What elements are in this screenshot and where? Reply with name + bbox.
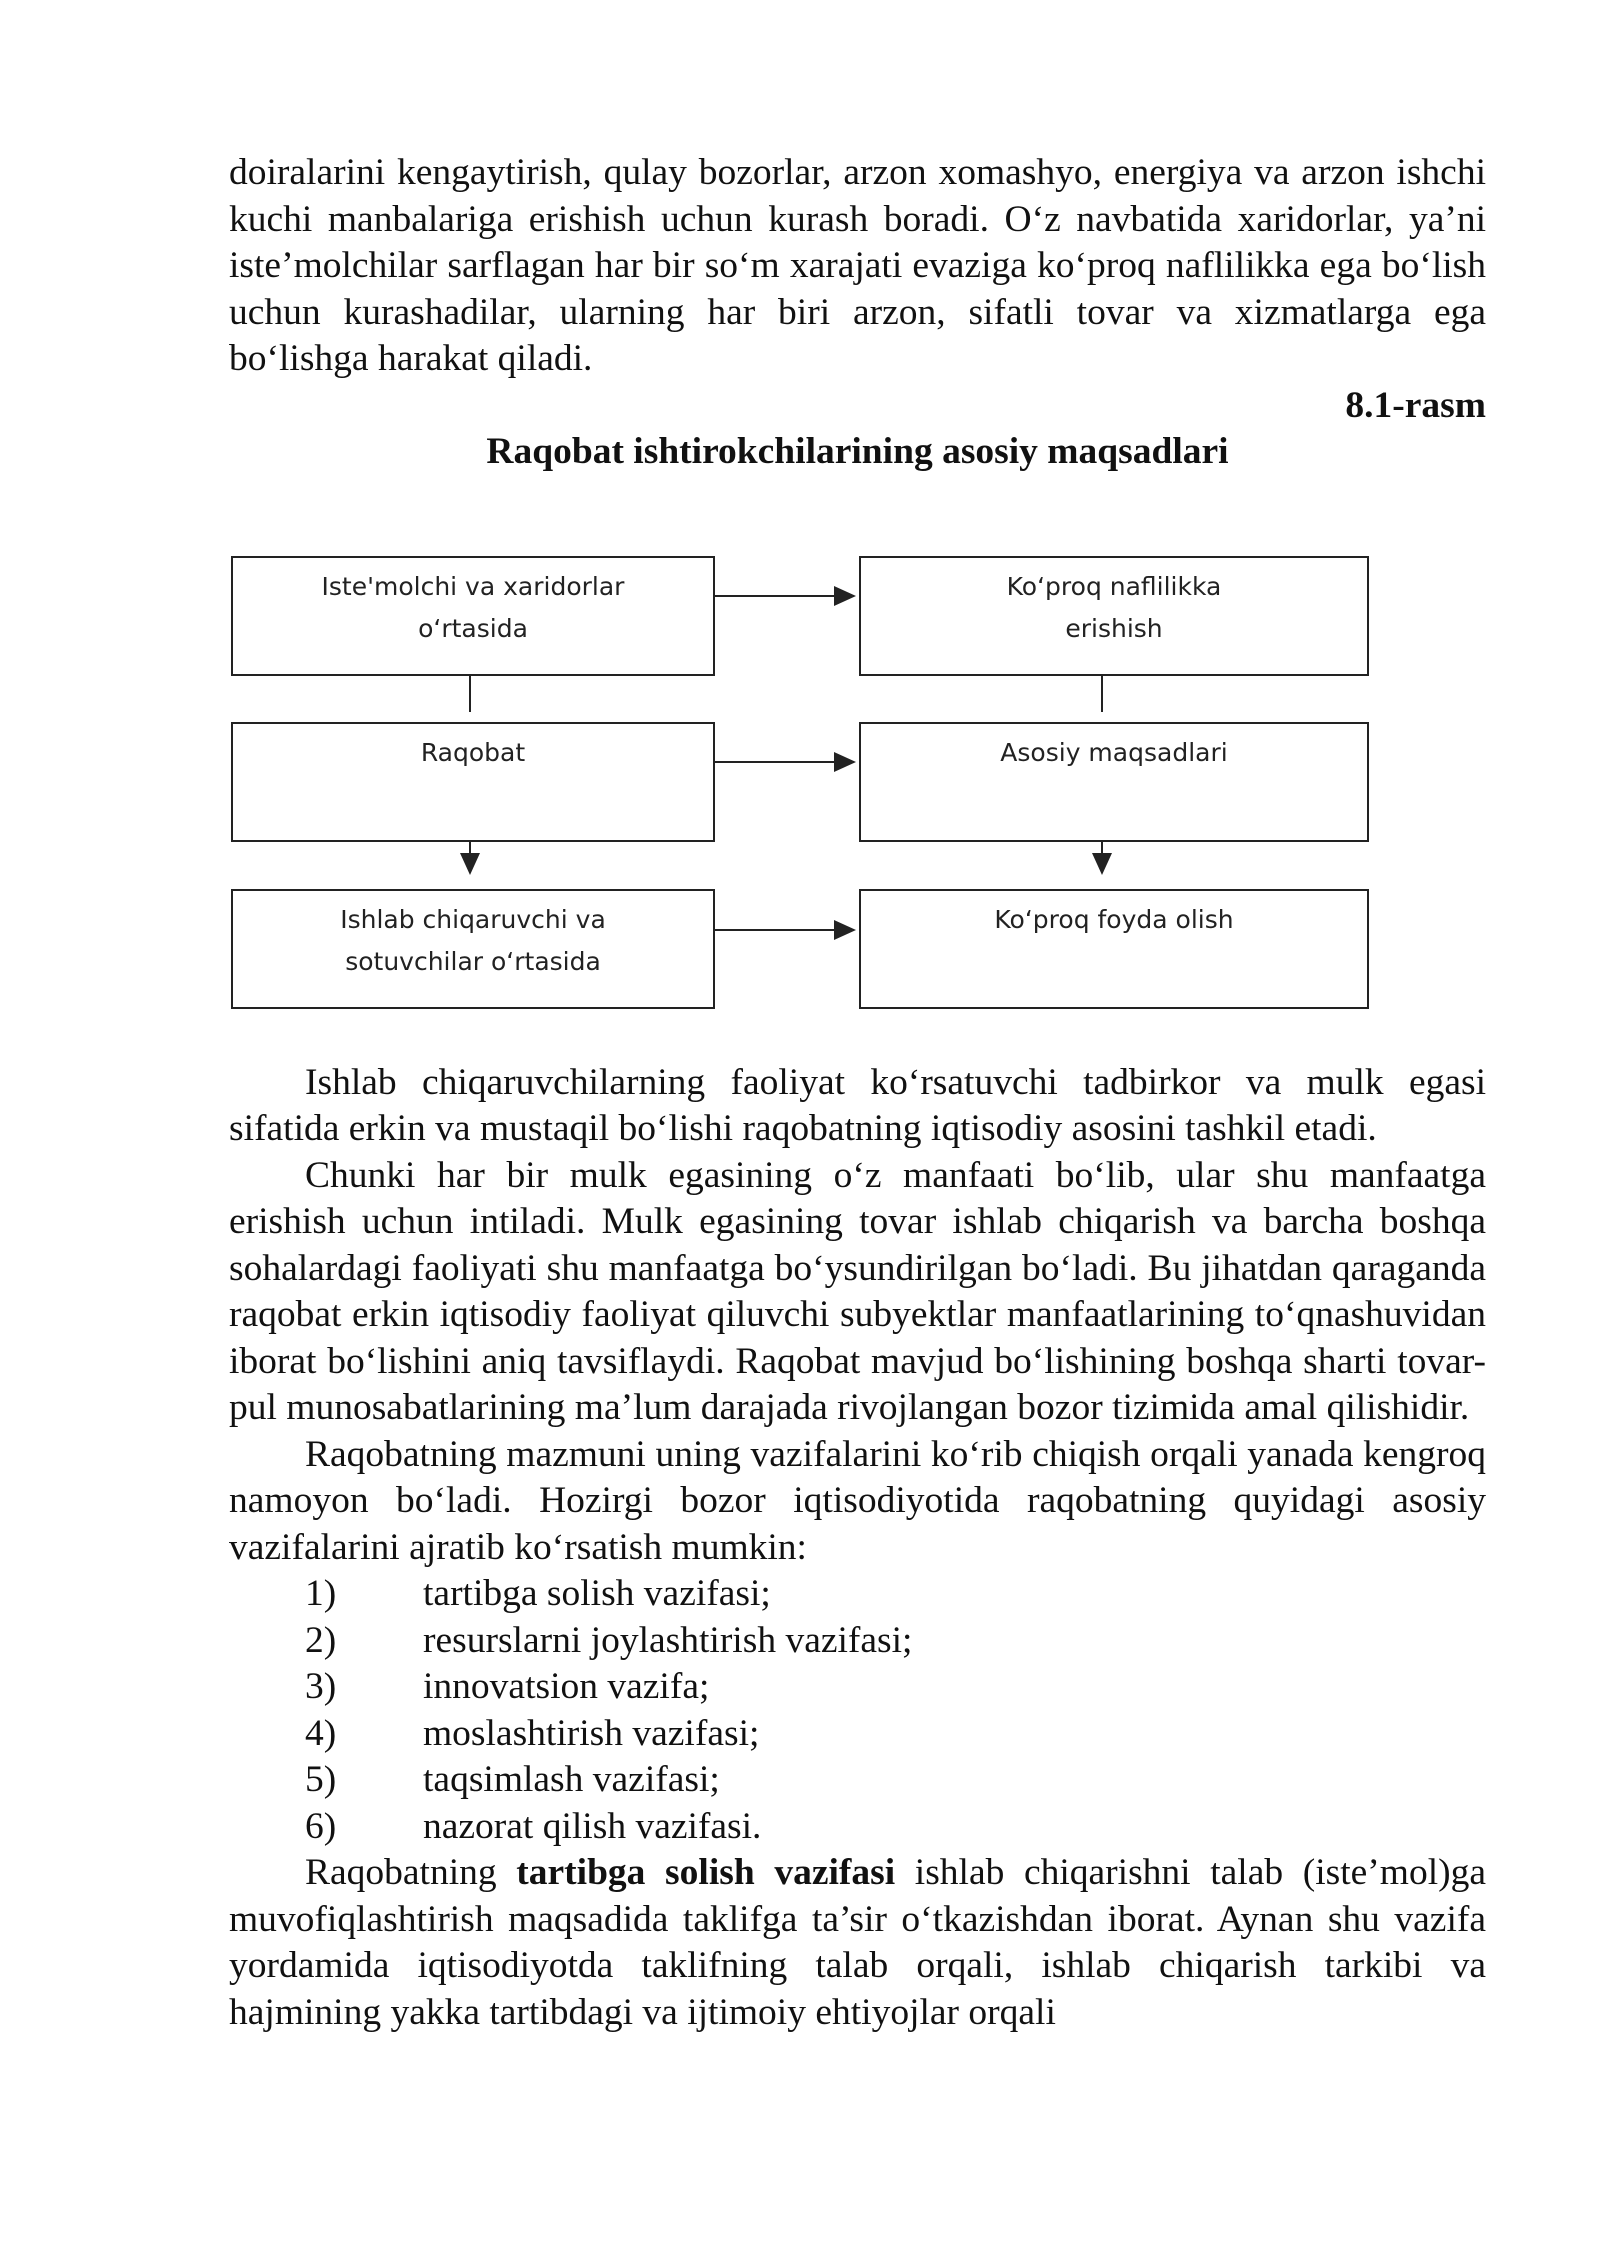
paragraph-intro: doiralarini kengaytirish, qulay bozorlar, arzon xomashyo, energiya va arzon ishchi kuchi manbalariga erishish uchun kurash boradi. O‘z navbatida xaridorlar, ya’ni iste’molchilar sarflagan har bir so‘m xarajati evaziga ko‘proq naflilikka ega bo‘lish uchun kurashadilar, ularning har biri arzon, sifatli tovar va xizmatlarga ega bo‘lishga harakat qiladi. [229,152,1486,379]
box-competition: Raqobat [231,722,715,842]
box-goals: Asosiy maqsadlari [859,722,1369,842]
paragraph-functions-intro: Raqobatning mazmuni uning vazifalarini ko‘rib chiqish orqali yanada kengroq namoyon bo‘ladi. Hozirgi bozor iqtisodiyotida raqobatning quyidagi asosiy vazifalarini ajratib ko‘rsatish mumkin: [229,1433,1486,1568]
paragraph-interest: Chunki har bir mulk egasining o‘z manfaati bo‘lib, ular shu manfaatga erishish uchun intiladi. Mulk egasining tovar ishlab chiqarish va barcha boshqa sohalardagi faoliyati shu manfaatga bo‘ysundirilgan bo‘ladi. Bu jihatdan qaraganda raqobat erkin iqtisodiy faoliyat qiluvchi subyektlar manfaatlarining to‘qnashuvidan iborat bo‘lishini aniq tavsiflaydi. Raqobat mavjud bo‘lishining boshqa sharti tovar-pul munosabatlarining ma’lum darajada rivojlangan bozor tizimida amal qilishidir. [229,1154,1486,1428]
paragraph-basis: Ishlab chiqaruvchilarning faoliyat ko‘rsatuvchi tadbirkor va mulk egasi sifatida erkin va mustaqil bo‘lishi raqobatning iqtisodiy asosini tashkil etadi. [229,1061,1486,1149]
list-item: 4) moslashtirish vazifasi; [305,1712,760,1754]
list-item: 6) nazorat qilish vazifasi. [305,1805,762,1847]
figure-title: Raqobat ishtirokchilarining asosiy maqsadlari [486,431,1229,472]
competition-diagram [229,500,1486,1020]
functions-list [229,1571,1486,1850]
bold-term: tartibga solish vazifasi [516,1852,896,1893]
box-consumers: Iste'molchi va xaridorlar o‘rtasida [231,556,715,676]
list-item: 5) taqsimlash vazifasi; [305,1759,720,1800]
paragraph-regulation: Raqobatning tartibga solish vazifasi ishlab chiqarishni talab (iste’mol)ga muvofiqlashtirish maqsadida taklifga ta’sir o‘tkazishdan iborat. Aynan shu vazifa yordamida iqtisodiyotda taklifning talab orqali, ishlab chiqarish tarkibi va hajmining yakka tartibdagi va ijtimoiy ehtiyojlar orqali [229,1852,1487,2033]
figure-label: 8.1-rasm [1345,384,1486,426]
list-item: 3) innovatsion vazifa; [305,1666,710,1707]
list-item: 1) tartibga solish vazifasi; [305,1573,771,1614]
list-item: 2) resurslarni joylashtirish vazifasi; [305,1619,913,1661]
box-producers: Ishlab chiqaruvchi va sotuvchilar o‘rtasida [231,889,715,1009]
box-profit: Ko‘proq foyda olish [859,889,1369,1009]
page-content [229,150,1486,2036]
box-utility: Ko‘proq naflilikka erishish [859,556,1369,676]
